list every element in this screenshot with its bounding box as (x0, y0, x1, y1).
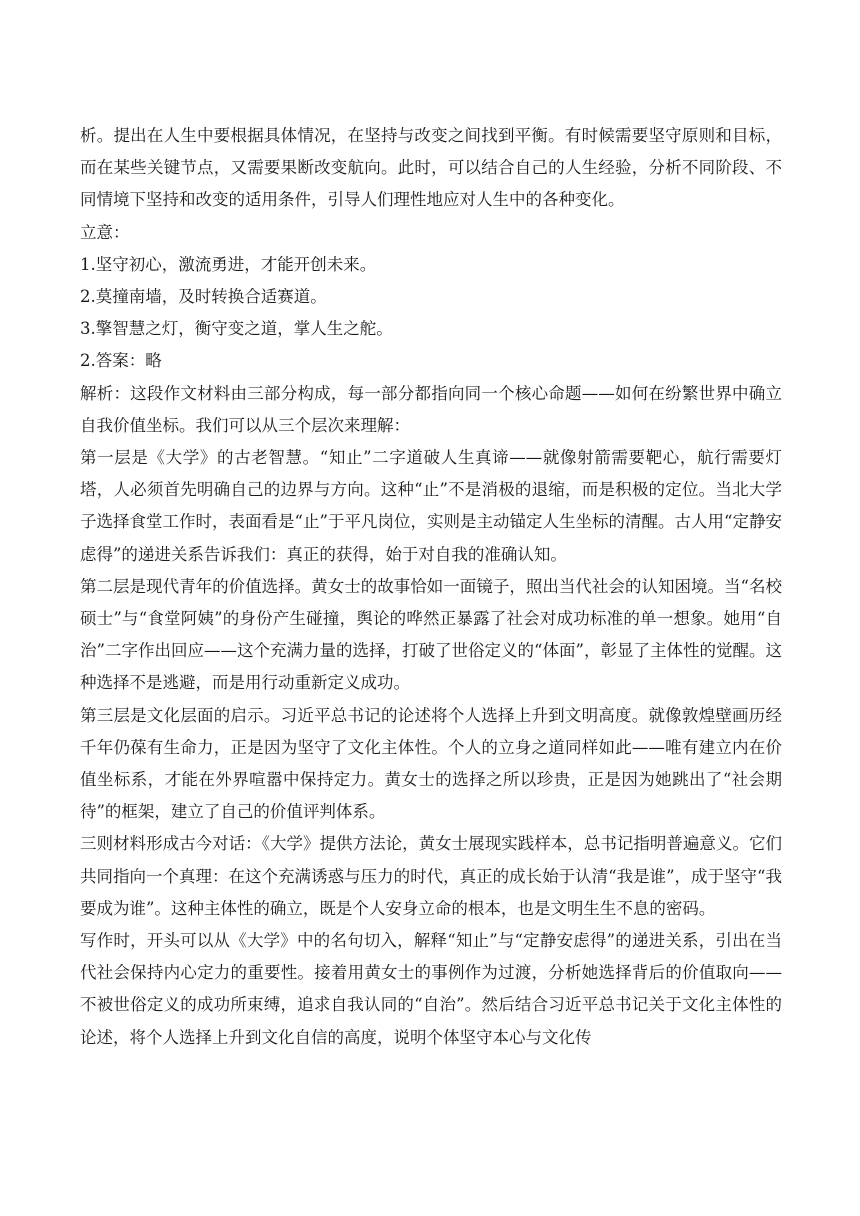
paragraph-theme-3: 3.擎智慧之灯，衡守变之道，掌人生之舵。 (80, 319, 393, 339)
paragraph-theme-heading: 立意： (80, 222, 130, 242)
paragraph-analysis-intro: 解析：这段作文材料由三部分构成，每一部分都指向同一个核心命题——如何在纷繁世界中确立自我价值坐标。我们可以从三个层次来理解： (80, 383, 782, 435)
paragraph-analysis-continued: 析。提出在人生中要根据具体情况，在坚持与改变之间找到平衡。有时候需要坚守原则和目标，而在某些关键节点，又需要果断改变航向。此时，可以结合自己的人生经验，分析不同阶段、不同情境下坚持和改变的适用条件，引导人们理性地应对人生中的各种变化。 (80, 126, 782, 210)
paragraph-writing-guide: 写作时，开头可以从《大学》中的名句切入，解释“知止”与“定静安虑得”的递进关系，引出在当代社会保持内心定力的重要性。接着用黄女士的事例作为过渡，分析她选择背后的价值取向——不被世俗定义的成功所束缚，追求自我认同的“自治”。然后结合习近平总书记关于文化主体性的论述，将个人选择上升到文化自信的高度，说明个体坚守本心与文化传 (80, 931, 782, 1047)
paragraph-dialogue: 三则材料形成古今对话：《大学》提供方法论，黄女士展现实践样本，总书记指明普遍意义。它们共同指向一个真理：在这个充满诱惑与压力的时代，真正的成长始于认清“我是谁”，成于坚守“我要成为谁”。这种主体性的确立，既是个人安身立命的根本，也是文明生生不息的密码。 (80, 834, 782, 918)
paragraph-answer: 2.答案：略 (80, 351, 162, 371)
paragraph-layer-2: 第二层是现代青年的价值选择。黄女士的故事恰如一面镜子，照出当代社会的认知困境。当“名校硕士”与“食堂阿姨”的身份产生碰撞，舆论的哗然正暴露了社会对成功标准的单一想象。她用“自治”二字作出回应——这个充满力量的选择，打破了世俗定义的“体面”，彰显了主体性的觉醒。这种选择不是逃避，而是用行动重新定义成功。 (80, 576, 782, 693)
paragraph-layer-3: 第三层是文化层面的启示。习近平总书记的论述将个人选择上升到文明高度。就像敦煌壁画历经千年仍葆有生命力，正是因为坚守了文化主体性。个人的立身之道同样如此——唯有建立内在价值坐标系，才能在外界喧嚣中保持定力。黄女士的选择之所以珍贵，正是因为她跳出了“社会期待”的框架，建立了自己的价值评判体系。 (80, 705, 782, 822)
paragraph-theme-1: 1.坚守初心，激流勇进，才能开创未来。 (80, 254, 377, 274)
paragraph-layer-1: 第一层是《大学》的古老智慧。“知止”二字道破人生真谛——就像射箭需要靶心，航行需要灯塔，人必须首先明确自己的边界与方向。这种“止”不是消极的退缩，而是积极的定位。当北大学子选择食堂工作时，表面看是“止”于平凡岗位，实则是主动锚定人生坐标的清醒。古人用“定静安虑得”的递进关系告诉我们：真正的获得，始于对自我的准确认知。 (80, 448, 782, 564)
paragraph-theme-2: 2.莫撞南墙，及时转换合适赛道。 (80, 287, 327, 307)
